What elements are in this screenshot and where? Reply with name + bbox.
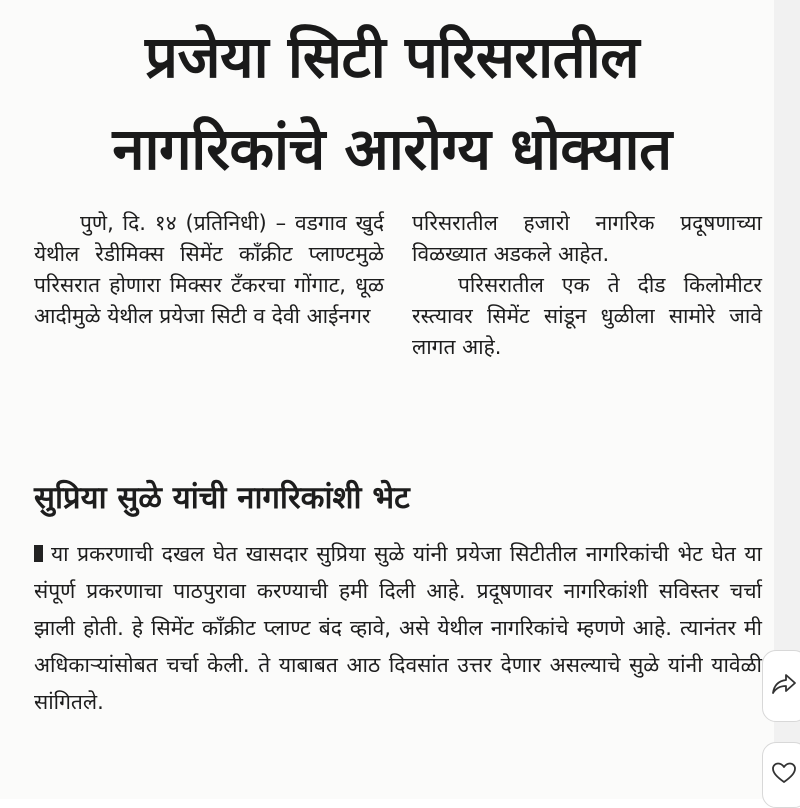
body-paragraph-text: या प्रकरणाची दखल घेत खासदार सुप्रिया सुळे यांनी प्रयेजा सिटीतील नागरिकांची भेट घेत या संपूर्ण प्रकरणाचा पाठपुरावा करण्याची हमी दिली आहे. प्रदूषणावर नागरिकांशी सविस्तर चर्चा झाली होती. हे सिमेंट कॉंक्रीट प्लाण्ट बंद व्हावे, असे येथील नागरिकांचे म्हणणे आहे. त्यानंतर मी अधिकाऱ्यांसोबत चर्चा केली. ते याबाबत आठ दिवसांत उत्तर देणार असल्याचे सुळे यांनी यावेळी सांगितले. — [34, 542, 762, 714]
headline-line-2: नागरिकांचे आरोग्य धोक्यात — [112, 115, 672, 183]
right-column — [412, 208, 762, 363]
share-button[interactable] — [762, 650, 800, 722]
right-column-paragraph-1: परिसरातील हजारो नागरिक प्रदूषणाच्या विळख्यात अडकले आहेत. — [412, 211, 762, 266]
right-column-paragraph-2: परिसरातील एक ते दीड किलोमीटर रस्त्यावर सिमेंट सांडून धुळीला सामोरे जावे लागत आहे. — [412, 273, 762, 359]
left-column — [34, 208, 384, 332]
share-arrow-icon — [771, 672, 797, 700]
heart-icon — [771, 761, 797, 789]
bullet-marker — [34, 545, 43, 562]
body-paragraph — [34, 536, 762, 721]
headline-line-1: प्रजेया सिटी परिसरातील — [144, 23, 640, 91]
left-column-text: पुणे, दि. १४ (प्रतिनिधी) – वडगाव खुर्द येथील रेडीमिक्स सिमेंट कॉंक्रीट प्लाण्टमुळे परिसरात होणारा मिक्सर टँकरचा गोंगाट, धूळ आदीमुळे येथील प्रयेजा सिटी व देवी आईनगर — [34, 211, 384, 328]
like-button[interactable] — [762, 742, 800, 808]
subheading: सुप्रिया सुळे यांची नागरिकांशी भेट — [34, 480, 410, 516]
body-section — [34, 536, 762, 721]
